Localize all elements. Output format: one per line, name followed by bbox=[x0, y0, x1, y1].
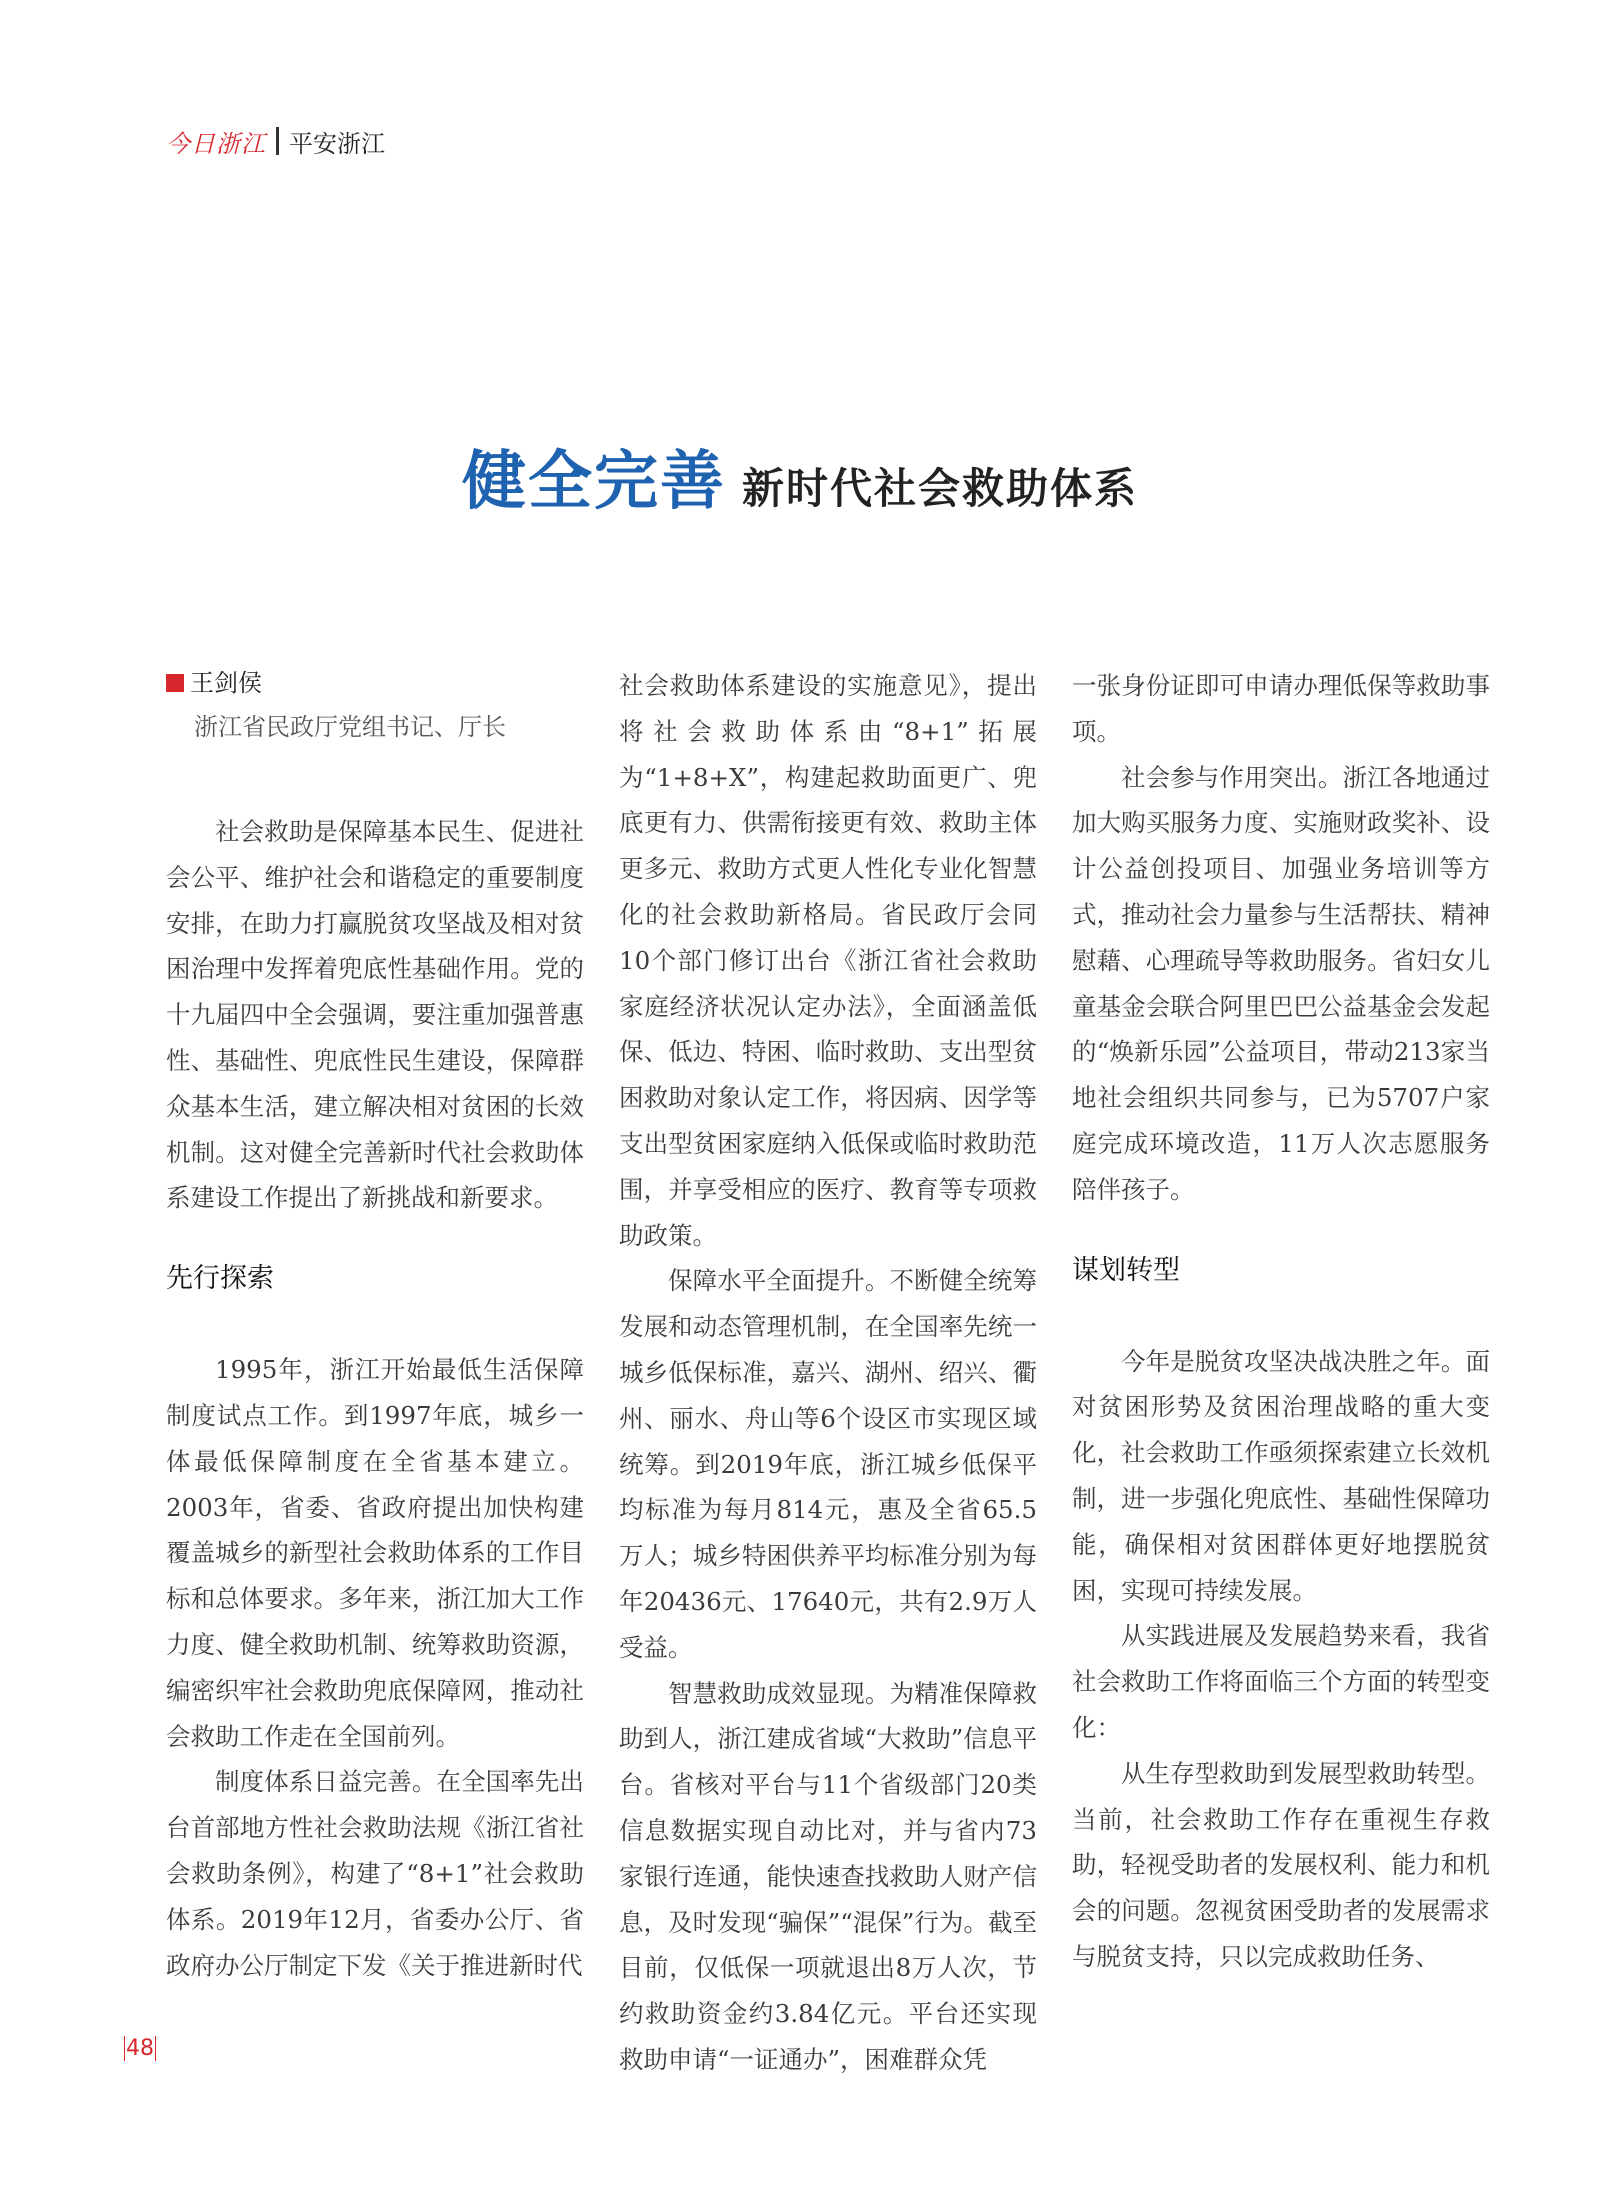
paragraph: 制度体系日益完善。在全国率先出台首部地方性社会救助法规《浙江省社会救助条例》，构建了“8+1”社会救助体系。2019年12月，省委办公厅、省政府办公厅制定下发《关于推进新时代 bbox=[166, 1767, 584, 1980]
paragraph: 1995年，浙江开始最低生活保障制度试点工作。到1997年底，城乡一体最低保障制度在全省基本建立。2003年，省委、省政府提出加快构建覆盖城乡的新型社会救助体系的工作目标和总体要求。多年来，浙江加大工作力度、健全救助机制、统筹救助资源，编密织牢社会救助兜底保障网，推动社会救助工作走在全国前列。 bbox=[166, 1355, 584, 1751]
section-heading-2: 谋划转型 bbox=[1072, 1254, 1180, 1286]
title-sub: 新时代社会救助体系 bbox=[741, 464, 1138, 513]
article-title bbox=[0, 430, 1600, 522]
column-2 bbox=[619, 663, 1037, 2083]
paragraph: 社会参与作用突出。浙江各地通过加大购买服务力度、实施财政奖补、设计公益创投项目、加强业务培训等方式，推动社会力量参与生活帮扶、精神慰藉、心理疏导等救助服务。省妇女儿童基金会联合阿里巴巴公益基金会发起的“焕新乐园”公益项目，带动213家当地社会组织共同参与，已为5707户家庭完成环境改造，11万人次志愿服务陪伴孩子。 bbox=[1072, 762, 1490, 1204]
section-label: 平安浙江 bbox=[289, 129, 385, 158]
author-name: 王剑侯 bbox=[190, 669, 262, 697]
paragraph: 智慧救助成效显现。为精准保障救助到人，浙江建成省域“大救助”信息平台。省核对平台与11个省级部门20类信息数据实现自动比对，并与省内73家银行连通，能快速查找救助人财产信息，及时发现“骗保”“混保”行为。截至目前，仅低保一项就退出8万人次，节约救助资金约3.84亿元。平台还实现救助申请“一证通办”，困难群众凭 bbox=[619, 1678, 1037, 2074]
paragraph: 从生存型救助到发展型救助转型。当前，社会救助工作存在重视生存救助，轻视受助者的发展权利、能力和机会的问题。忽视贫困受助者的发展需求与脱贫支持，只以完成救助任务、 bbox=[1072, 1758, 1490, 1971]
header-divider bbox=[276, 127, 279, 155]
paragraph: 一张身份证即可申请办理低保等救助事项。 bbox=[1072, 671, 1490, 746]
paragraph: 从实践进展及发展趋势来看，我省社会救助工作将面临三个方面的转型变化： bbox=[1072, 1621, 1490, 1742]
paragraph: 社会救助体系建设的实施意见》，提出将社会救助体系由“8+1”拓展为“1+8+X”，构建起救助面更广、兜底更有力、供需衔接更有效、救助主体更多元、救助方式更人性化专业化智慧化的社会救助新格局。省民政厅会同10个部门修订出台《浙江省社会救助家庭经济状况认定办法》，全面涵盖低保、低边、特困、临时救助、支出型贫困救助对象认定工作，将因病、因学等支出型贫困家庭纳入低保或临时救助范围，并享受相应的医疗、教育等专项救助政策。 bbox=[619, 671, 1037, 1250]
page-number: 48 bbox=[126, 2036, 154, 2061]
paragraph: 今年是脱贫攻坚决战决胜之年。面对贫困形势及贫困治理战略的重大变化，社会救助工作亟须探索建立长效机制，进一步强化兜底性、基础性保障功能，确保相对贫困群体更好地摆脱贫困，实现可持续发展。 bbox=[1072, 1346, 1490, 1605]
author-marker bbox=[166, 674, 184, 692]
page-header bbox=[166, 124, 385, 158]
column-1 bbox=[166, 663, 584, 1988]
intro-paragraph: 社会救助是保障基本民生、促进社会公平、维护社会和谐稳定的重要制度安排，在助力打赢脱贫攻坚战及相对贫困治理中发挥着兜底性基础作用。党的十九届四中全会强调，要注重加强普惠性、基础性、兜底性民生建设，保障群众基本生活，建立解决相对贫困的长效机制。这对健全完善新时代社会救助体系建设工作提出了新挑战和新要求。 bbox=[166, 817, 584, 1213]
paragraph: 保障水平全面提升。不断健全统筹发展和动态管理机制，在全国率先统一城乡低保标准，嘉兴、湖州、绍兴、衢州、丽水、舟山等6个设区市实现区域统筹。到2019年底，浙江城乡低保平均标准为每月814元，惠及全省65.5万人；城乡特困供养平均标准分别为每年20436元、17640元，共有2.9万人受益。 bbox=[619, 1266, 1037, 1662]
section-heading-1: 先行探索 bbox=[166, 1263, 274, 1295]
author-role: 浙江省民政厅党组书记、厅长 bbox=[194, 713, 506, 741]
title-main: 健全完善 bbox=[461, 445, 726, 519]
magazine-logo: 今日浙江 bbox=[166, 129, 266, 158]
column-3 bbox=[1072, 663, 1490, 1980]
author-line bbox=[166, 663, 584, 703]
